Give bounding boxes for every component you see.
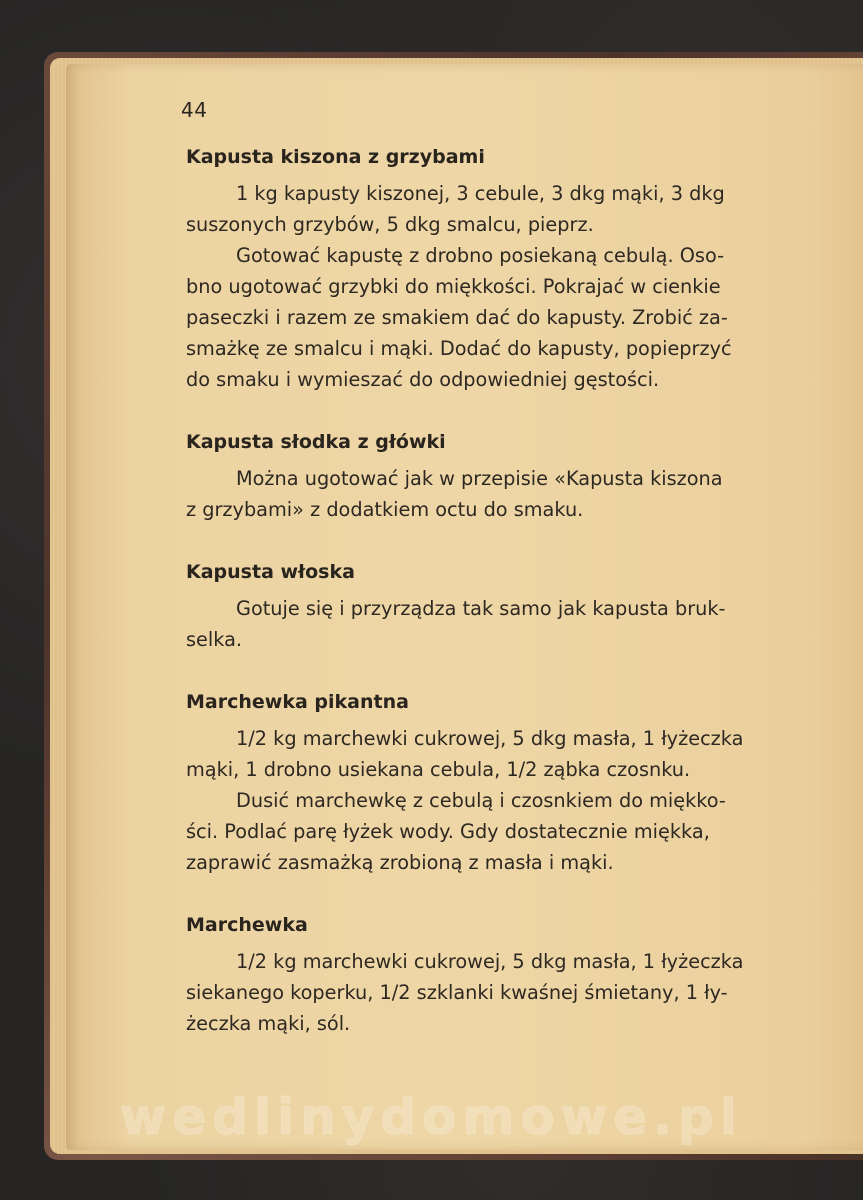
recipe-title: Marchewka pikantna: [186, 691, 409, 713]
recipe-instructions: Gotować kapustę z drobno posiekaną cebulą. Oso- bno ugotować grzybki do miękkości. Pokrajać w cienkie paseczki i razem ze smakiem dać do kapusty. Zrobić za- smażkę ze smalcu i mąki. Dodać do kapusty, popieprzyć do smaku i wymieszać do odpowiedniej gęstości.: [186, 244, 732, 391]
recipe-instructions: Można ugotować jak w przepisie «Kapusta kiszona z grzybami» z dodatkiem octu do smaku.: [186, 467, 723, 521]
page-content: [186, 142, 786, 1071]
recipe-title: Kapusta słodka z główki: [186, 431, 446, 453]
recipe-marchewka-pikantna: [186, 687, 786, 878]
recipe-title: Kapusta kiszona z grzybami: [186, 146, 485, 168]
recipe-ingredients: 1/2 kg marchewki cukrowej, 5 dkg masła, 1 łyżeczka mąki, 1 drobno usiekana cebula, 1/2 ząbka czosnku.: [186, 727, 744, 781]
recipe-instructions: Gotuje się i przyrządza tak samo jak kapusta bruk- selka.: [186, 597, 726, 651]
recipe-marchewka: [186, 910, 786, 1039]
recipe-title: Kapusta włoska: [186, 561, 355, 583]
recipe-kapusta-kiszona: [186, 142, 786, 395]
page-number: 44: [181, 98, 208, 122]
recipe-instructions: Dusić marchewkę z cebulą i czosnkiem do miękko- ści. Podlać parę łyżek wody. Gdy dostatecznie miękka, zaprawić zasmażką zrobioną z masła i mąki.: [186, 789, 726, 874]
recipe-ingredients: 1/2 kg marchewki cukrowej, 5 dkg masła, 1 łyżeczka siekanego koperku, 1/2 szklanki kwaśnej śmietany, 1 ły- żeczka mąki, sól.: [186, 950, 744, 1035]
recipe-kapusta-slodka: [186, 427, 786, 525]
recipe-title: Marchewka: [186, 914, 308, 936]
recipe-kapusta-wloska: [186, 557, 786, 655]
watermark: wedlinydomowe.pl: [120, 1088, 743, 1146]
recipe-ingredients: 1 kg kapusty kiszonej, 3 cebule, 3 dkg mąki, 3 dkg suszonych grzybów, 5 dkg smalcu, pieprz.: [186, 182, 725, 236]
